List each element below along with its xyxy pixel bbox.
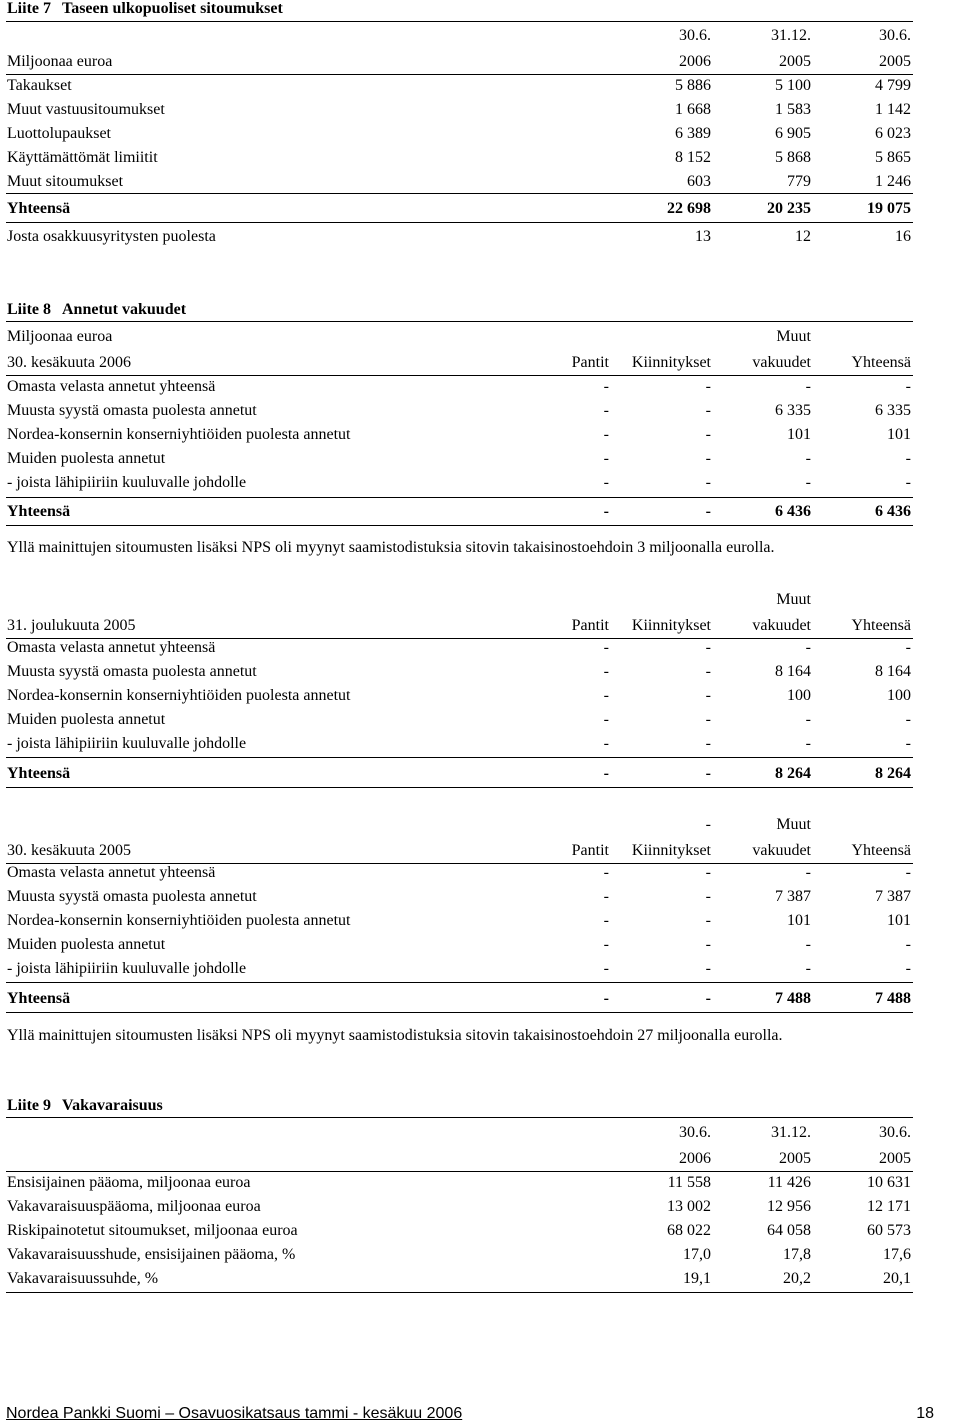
section8-row-value: - xyxy=(705,711,711,728)
section8-row-value: - xyxy=(905,639,911,656)
section9-header-year: 2005 xyxy=(879,1150,911,1167)
section9-title xyxy=(7,1097,163,1115)
section7-row-value: 1 142 xyxy=(875,101,911,118)
section8-row-value: 101 xyxy=(787,912,811,929)
section8-table-total-rule xyxy=(6,497,913,498)
section8-row-label: Omasta velasta annetut yhteensä xyxy=(7,378,216,395)
section7-header-year: 2006 xyxy=(679,53,711,70)
section8-row-value: - xyxy=(705,888,711,905)
section9-row-value: 12 171 xyxy=(867,1198,911,1215)
section9-row-label: Vakavaraisuusshude, ensisijainen pääoma, % xyxy=(7,1246,296,1263)
section8-row-value: - xyxy=(705,639,711,656)
section8-unit-label: Miljoonaa euroa xyxy=(7,328,113,345)
section8-total-label: Yhteensä xyxy=(7,990,71,1007)
section8-row-value: - xyxy=(705,426,711,443)
section8-col-top-header: Muut xyxy=(776,328,811,345)
section8-row-label: Nordea-konsernin konserniyhtiöiden puolesta annetut xyxy=(7,912,351,929)
section8-row-value: - xyxy=(603,888,609,905)
section8-col-header: vakuudet xyxy=(752,354,811,371)
section9-header-year: 2005 xyxy=(779,1150,811,1167)
section8-col-header: Yhteensä xyxy=(851,354,911,371)
section8-row-value: 101 xyxy=(887,912,911,929)
section8-row-value: - xyxy=(603,639,609,656)
section8-row-value: - xyxy=(905,450,911,467)
section8-row-value: - xyxy=(603,402,609,419)
section8-row-value: - xyxy=(805,960,811,977)
section7-row-label: Käyttämättömät limiitit xyxy=(7,149,158,166)
section8-row-value: - xyxy=(603,450,609,467)
section8-row-value: - xyxy=(603,960,609,977)
section8-total-value: 8 264 xyxy=(775,765,811,782)
section8-row-value: - xyxy=(603,711,609,728)
section9-row-value: 20,1 xyxy=(883,1270,911,1287)
section9-bottom-rule xyxy=(6,1292,913,1293)
section8-row-label: - joista lähipiiriin kuuluvalle johdolle xyxy=(7,960,247,977)
section9-row-value: 60 573 xyxy=(867,1222,911,1239)
section7-row-value: 5 868 xyxy=(775,149,811,166)
section8-col-header: vakuudet xyxy=(752,842,811,859)
section8-row-value: 6 335 xyxy=(775,402,811,419)
section8-row-value: - xyxy=(805,474,811,491)
section8-row-value: - xyxy=(905,711,911,728)
section8-table-total-rule xyxy=(6,982,913,983)
section7-assoc-value: 13 xyxy=(695,228,711,245)
section8-note: Yllä mainittujen sitoumusten lisäksi NPS oli myynyt saamistodistuksia sitovin takaisinostoehdoin 27 miljoonalla eurolla. xyxy=(7,1027,783,1044)
section8-row-label: Nordea-konsernin konserniyhtiöiden puolesta annetut xyxy=(7,426,351,443)
section7-title xyxy=(7,0,283,18)
section8-total-value: - xyxy=(603,990,609,1007)
section8-row-value: - xyxy=(905,474,911,491)
section8-col-header: Kiinnitykset xyxy=(631,354,711,371)
section7-row-label: Muut vastuusitoumukset xyxy=(7,101,165,118)
section8-row-value: 7 387 xyxy=(775,888,811,905)
section9-title-number: Liite 9 xyxy=(7,1097,51,1114)
section8-col-top-header: Muut xyxy=(776,591,811,608)
section8-row-value: - xyxy=(805,711,811,728)
section8-row-value: - xyxy=(603,912,609,929)
section9-row-label: Ensisijainen pääoma, miljoonaa euroa xyxy=(7,1174,251,1191)
section8-title-rule xyxy=(6,321,913,322)
section7-assoc-value: 16 xyxy=(895,228,911,245)
section8-total-value: 6 436 xyxy=(775,503,811,520)
section8-row-value: 8 164 xyxy=(875,663,911,680)
section7-header-date: 31.12. xyxy=(771,27,811,44)
section7-header-date: 30.6. xyxy=(879,27,911,44)
section8-row-value: 8 164 xyxy=(775,663,811,680)
section8-row-value: 101 xyxy=(887,426,911,443)
section7-row-value: 6 905 xyxy=(775,125,811,142)
section7-total-value: 19 075 xyxy=(867,200,911,217)
section8-row-value: - xyxy=(603,426,609,443)
section8-total-label: Yhteensä xyxy=(7,765,71,782)
section8-row-value: - xyxy=(705,450,711,467)
section7-row-label: Muut sitoumukset xyxy=(7,173,124,190)
section8-row-value: - xyxy=(805,378,811,395)
section9-header-rule xyxy=(6,1171,913,1172)
section8-row-value: - xyxy=(603,474,609,491)
section8-row-value: - xyxy=(603,687,609,704)
section8-row-value: - xyxy=(805,864,811,881)
section8-row-label: Muusta syystä omasta puolesta annetut xyxy=(7,888,257,905)
section8-row-label: - joista lähipiiriin kuuluvalle johdolle xyxy=(7,474,247,491)
section9-row-value: 11 558 xyxy=(667,1174,711,1191)
section8-row-value: - xyxy=(905,960,911,977)
section8-col-top-header: Muut xyxy=(776,816,811,833)
section9-row-value: 10 631 xyxy=(867,1174,911,1191)
section8-row-value: - xyxy=(603,936,609,953)
section8-row-value: - xyxy=(705,474,711,491)
section8-total-value: 8 264 xyxy=(875,765,911,782)
section9-header-date: 30.6. xyxy=(679,1124,711,1141)
section7-header-year: 2005 xyxy=(779,53,811,70)
section9-title-text: Vakavaraisuus xyxy=(62,1097,163,1114)
section7-total-underline xyxy=(6,222,913,223)
section9-header-date: 31.12. xyxy=(771,1124,811,1141)
section9-row-value: 17,0 xyxy=(683,1246,711,1263)
section8-row-value: - xyxy=(705,936,711,953)
section7-row-label: Luottolupaukset xyxy=(7,125,111,142)
section7-total-value: 22 698 xyxy=(667,200,711,217)
section9-row-value: 19,1 xyxy=(683,1270,711,1287)
section7-row-value: 603 xyxy=(687,173,711,190)
section8-title xyxy=(7,301,186,319)
section8-total-value: - xyxy=(603,765,609,782)
section8-row-label: - joista lähipiiriin kuuluvalle johdolle xyxy=(7,735,247,752)
section9-header-year: 2006 xyxy=(679,1150,711,1167)
section8-row-value: - xyxy=(805,639,811,656)
section8-title-text: Annetut vakuudet xyxy=(62,301,187,318)
section8-table-date: 30. kesäkuuta 2005 xyxy=(7,842,131,859)
section8-row-value: - xyxy=(705,663,711,680)
section8-col-header: Pantit xyxy=(571,617,609,634)
section9-header-date: 30.6. xyxy=(879,1124,911,1141)
section8-col-header: Pantit xyxy=(571,354,609,371)
section8-row-value: - xyxy=(705,402,711,419)
section8-table-total-underline xyxy=(6,787,913,788)
section8-row-label: Muiden puolesta annetut xyxy=(7,450,166,467)
section9-title-rule xyxy=(6,1117,913,1118)
section8-row-value: - xyxy=(705,687,711,704)
section9-row-label: Riskipainotetut sitoumukset, miljoonaa euroa xyxy=(7,1222,298,1239)
section8-total-value: - xyxy=(705,503,711,520)
section8-total-label: Yhteensä xyxy=(7,503,71,520)
section9-row-label: Vakavaraisuussuhde, % xyxy=(7,1270,159,1287)
section8-note: Yllä mainittujen sitoumusten lisäksi NPS oli myynyt saamistodistuksia sitovin takaisinostoehdoin 3 miljoonalla eurolla. xyxy=(7,539,775,556)
section8-row-value: - xyxy=(705,735,711,752)
section8-total-value: - xyxy=(705,765,711,782)
section7-row-value: 8 152 xyxy=(675,149,711,166)
section8-row-label: Muusta syystä omasta puolesta annetut xyxy=(7,663,257,680)
section8-row-value: 7 387 xyxy=(875,888,911,905)
section7-row-value: 1 668 xyxy=(675,101,711,118)
section8-row-label: Muusta syystä omasta puolesta annetut xyxy=(7,402,257,419)
section8-row-value: - xyxy=(905,864,911,881)
section7-row-value: 779 xyxy=(787,173,811,190)
section8-col-header: Kiinnitykset xyxy=(631,617,711,634)
section7-assoc-value: 12 xyxy=(795,228,811,245)
section8-row-label: Omasta velasta annetut yhteensä xyxy=(7,639,216,656)
section8-row-label: Nordea-konsernin konserniyhtiöiden puolesta annetut xyxy=(7,687,351,704)
section8-row-label: Muiden puolesta annetut xyxy=(7,936,166,953)
section7-total-value: 20 235 xyxy=(767,200,811,217)
section8-total-value: - xyxy=(603,503,609,520)
section9-row-value: 11 426 xyxy=(767,1174,811,1191)
section9-row-value: 68 022 xyxy=(667,1222,711,1239)
section8-col-header: Yhteensä xyxy=(851,842,911,859)
section8-total-value: 6 436 xyxy=(875,503,911,520)
section8-row-value: - xyxy=(905,936,911,953)
section7-row-value: 6 023 xyxy=(875,125,911,142)
section8-row-value: - xyxy=(905,378,911,395)
section7-assoc-label: Josta osakkuusyritysten puolesta xyxy=(7,228,216,245)
section7-row-value: 1 246 xyxy=(875,173,911,190)
section8-row-value: - xyxy=(905,735,911,752)
section8-row-value: - xyxy=(603,864,609,881)
section7-header-year: 2005 xyxy=(879,53,911,70)
section8-row-value: - xyxy=(705,912,711,929)
section8-row-value: - xyxy=(805,735,811,752)
section7-row-label: Takaukset xyxy=(7,77,72,94)
section8-total-value: 7 488 xyxy=(775,990,811,1007)
section9-row-value: 17,8 xyxy=(783,1246,811,1263)
section8-table-date: 31. joulukuuta 2005 xyxy=(7,617,136,634)
section7-title-rule xyxy=(6,21,913,22)
section8-row-label: Muiden puolesta annetut xyxy=(7,711,166,728)
section8-row-value: - xyxy=(805,936,811,953)
section8-table-total-underline xyxy=(6,1012,913,1013)
section7-row-value: 1 583 xyxy=(775,101,811,118)
section7-total-label: Yhteensä xyxy=(7,200,71,217)
section7-unit-label: Miljoonaa euroa xyxy=(7,53,113,70)
section8-col-header: Yhteensä xyxy=(851,617,911,634)
section8-row-value: - xyxy=(805,450,811,467)
page-number: 18 xyxy=(916,1405,934,1422)
section8-col-header: Pantit xyxy=(571,842,609,859)
section8-row-value: 101 xyxy=(787,426,811,443)
section8-row-value: 100 xyxy=(887,687,911,704)
section8-table-date: 30. kesäkuuta 2006 xyxy=(7,354,131,371)
section8-table-total-rule xyxy=(6,757,913,758)
section8-col-header: Kiinnitykset xyxy=(631,842,711,859)
section8-row-value: - xyxy=(603,735,609,752)
section7-row-value: 5 100 xyxy=(775,77,811,94)
section9-row-value: 12 956 xyxy=(767,1198,811,1215)
section8-table-total-underline xyxy=(6,525,913,526)
section8-total-value: 7 488 xyxy=(875,990,911,1007)
section9-row-value: 13 002 xyxy=(667,1198,711,1215)
section7-header-date: 30.6. xyxy=(679,27,711,44)
section7-row-value: 6 389 xyxy=(675,125,711,142)
section9-row-value: 20,2 xyxy=(783,1270,811,1287)
section8-row-value: - xyxy=(705,960,711,977)
section8-total-value: - xyxy=(705,990,711,1007)
section8-table-header-rule xyxy=(6,375,913,376)
section8-row-label: Omasta velasta annetut yhteensä xyxy=(7,864,216,881)
section8-row-value: - xyxy=(603,378,609,395)
section7-header-rule xyxy=(6,74,913,75)
section7-row-value: 5 886 xyxy=(675,77,711,94)
section8-row-value: - xyxy=(705,378,711,395)
section9-row-label: Vakavaraisuuspääoma, miljoonaa euroa xyxy=(7,1198,261,1215)
section8-row-value: 6 335 xyxy=(875,402,911,419)
section8-table-top-prefix: - xyxy=(705,816,711,833)
section7-total-rule xyxy=(6,193,913,194)
footer-text: Nordea Pankki Suomi – Osavuosikatsaus tammi - kesäkuu 2006 xyxy=(6,1405,463,1422)
section8-row-value: - xyxy=(603,663,609,680)
section7-title-text: Taseen ulkopuoliset sitoumukset xyxy=(62,0,283,17)
section9-row-value: 17,6 xyxy=(883,1246,911,1263)
section9-row-value: 64 058 xyxy=(767,1222,811,1239)
section8-col-header: vakuudet xyxy=(752,617,811,634)
section8-row-value: 100 xyxy=(787,687,811,704)
section7-row-value: 4 799 xyxy=(875,77,911,94)
section7-row-value: 5 865 xyxy=(875,149,911,166)
section8-title-number: Liite 8 xyxy=(7,301,51,318)
section7-title-number: Liite 7 xyxy=(7,0,51,17)
section8-row-value: - xyxy=(705,864,711,881)
